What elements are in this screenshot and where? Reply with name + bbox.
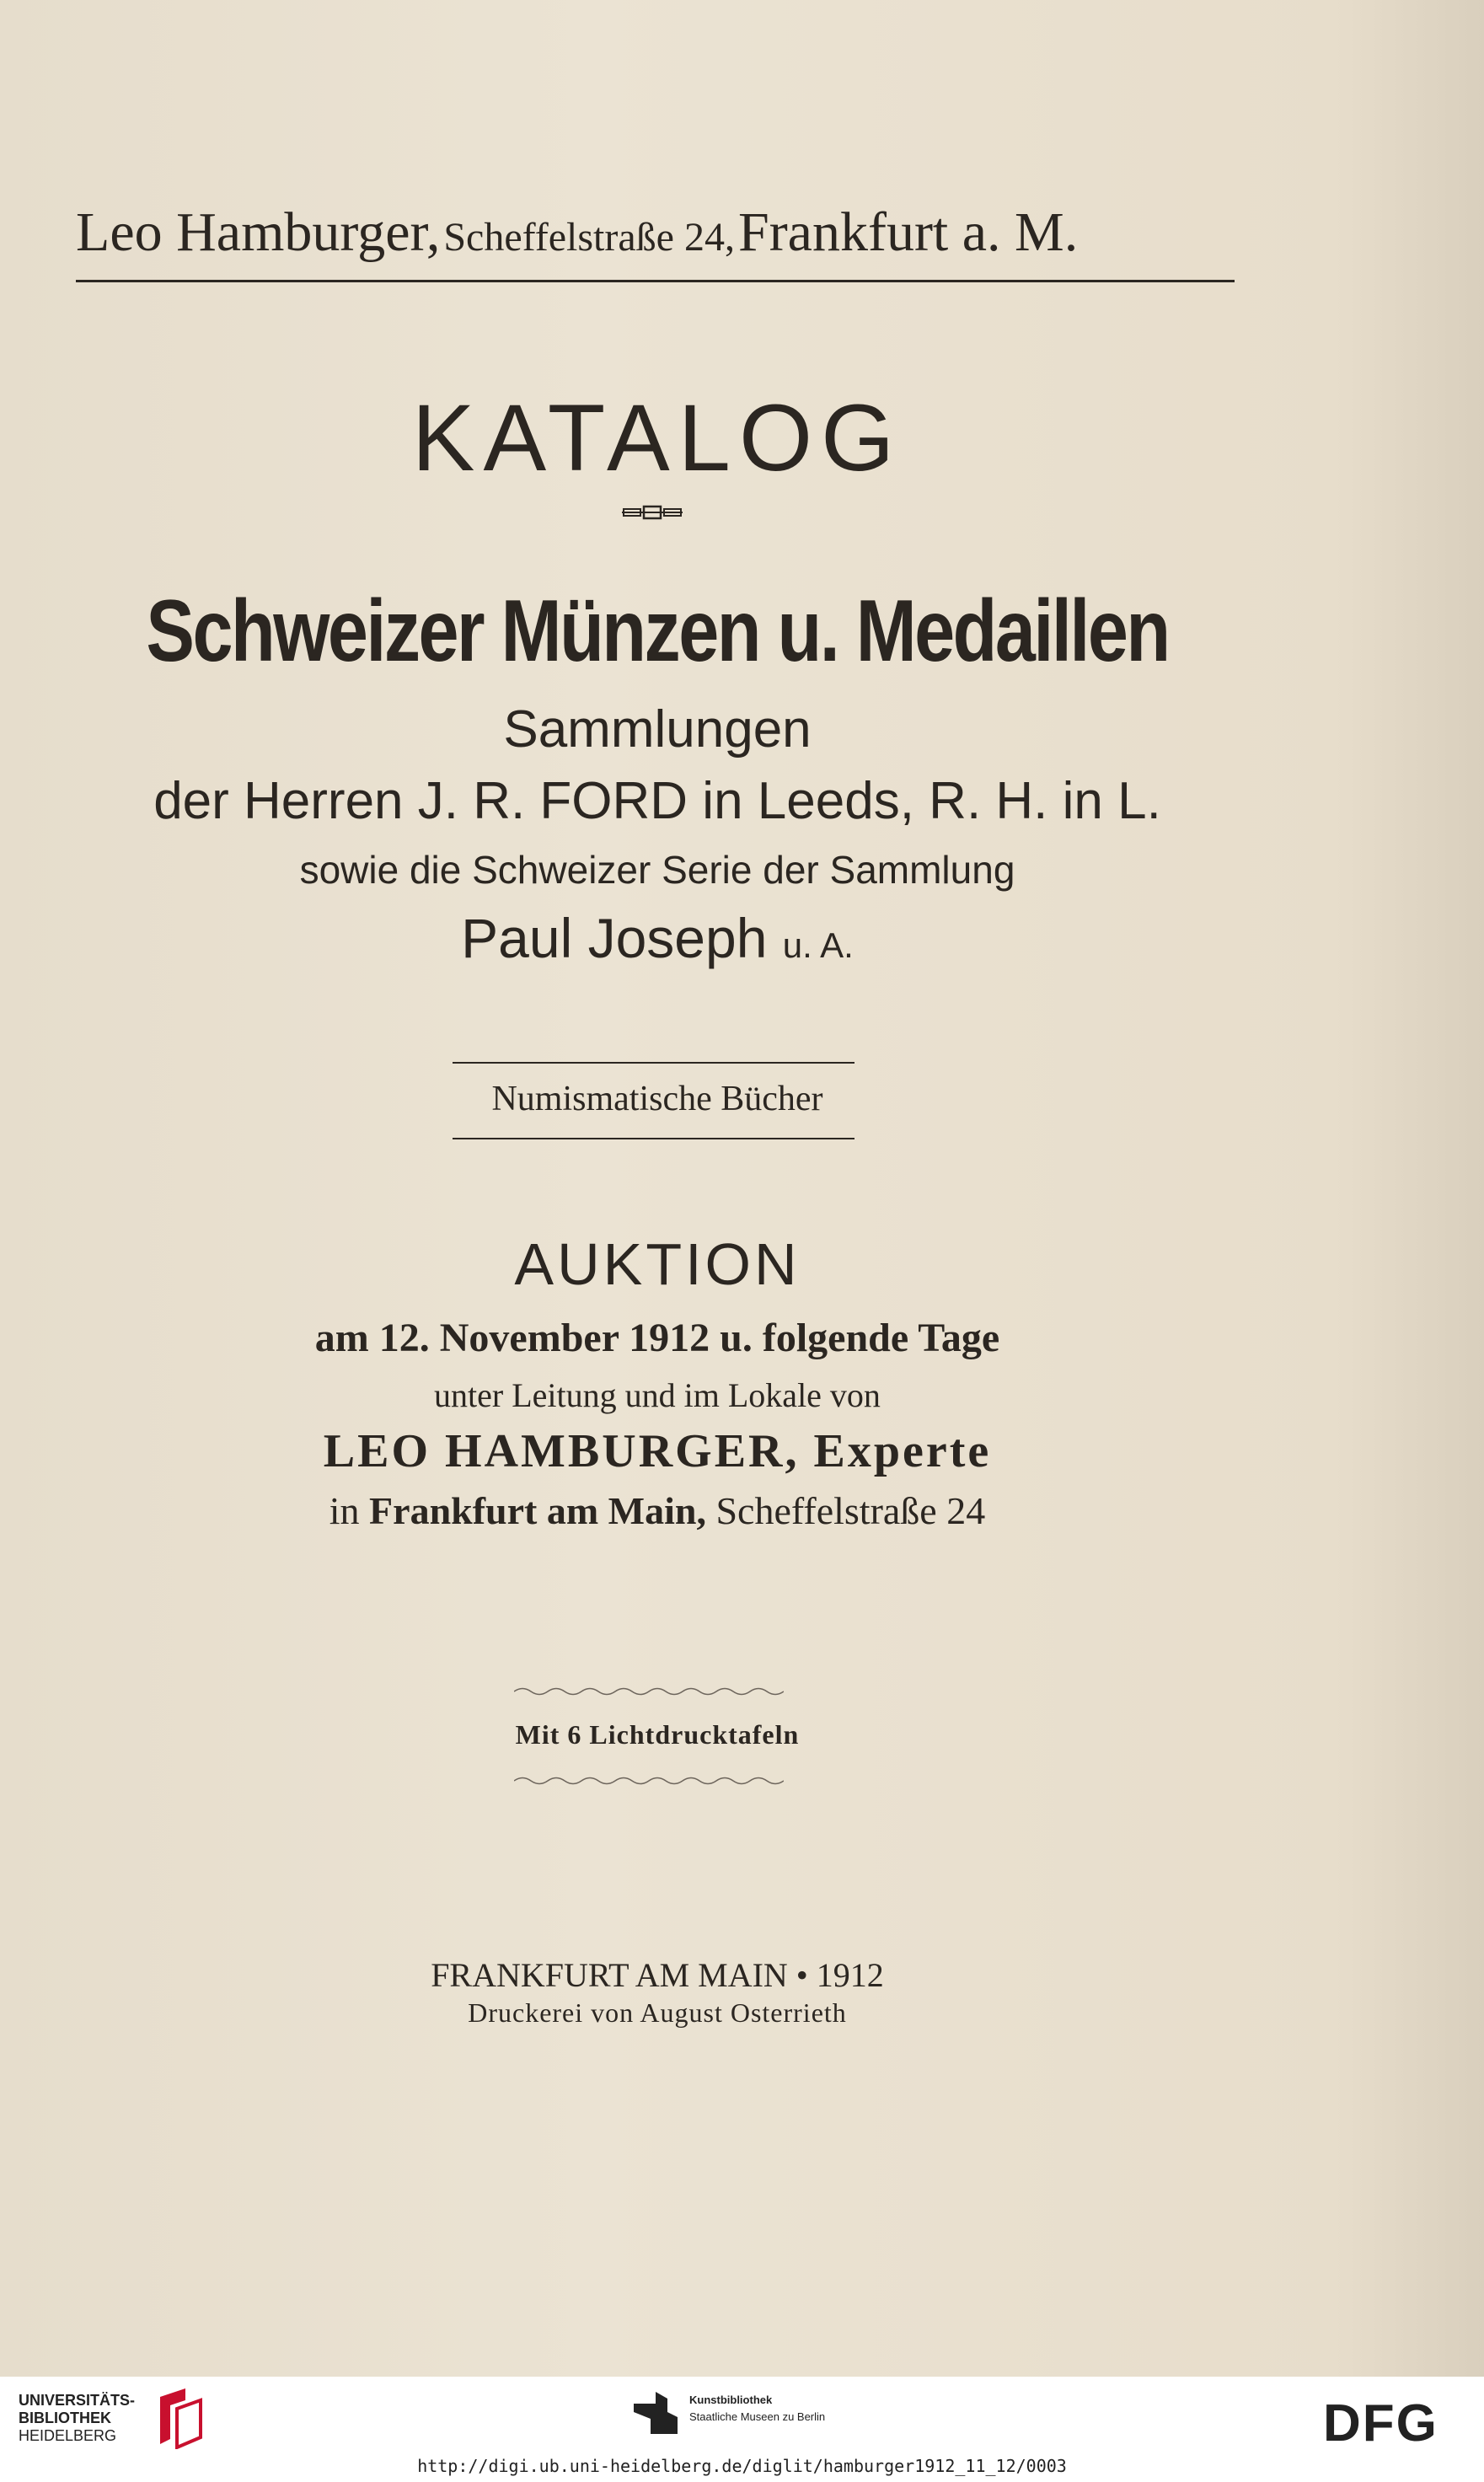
header-address bbox=[76, 201, 1078, 265]
paul-joseph-line bbox=[0, 906, 1315, 970]
auction-expert: LEO HAMBURGER, Experte bbox=[323, 1425, 992, 1477]
auction-management: unter Leitung und im Lokale von bbox=[434, 1376, 881, 1414]
kunstbibliothek-text bbox=[689, 2392, 825, 2426]
auction-address bbox=[0, 1488, 1315, 1533]
ub-heidelberg-logo bbox=[19, 2392, 135, 2445]
ub-line-3: HEIDELBERG bbox=[19, 2427, 117, 2444]
series-line: sowie die Schweizer Serie der Sammlung bbox=[299, 848, 1015, 892]
collectors-line: der Herren J. R. FORD in Leeds, R. H. in L. bbox=[153, 772, 1161, 830]
books-note: Numismatische Bücher bbox=[491, 1080, 823, 1118]
address-street: Scheffelstraße 24 bbox=[715, 1489, 986, 1532]
sammlungen-line: Sammlungen bbox=[503, 700, 812, 759]
address-in: in bbox=[329, 1489, 360, 1532]
books-rule-top bbox=[453, 1062, 855, 1064]
plates-note: Mit 6 Lichtdrucktafeln bbox=[515, 1719, 800, 1750]
kb-line-2: Staatliche Museen zu Berlin bbox=[689, 2410, 826, 2423]
header-street: Scheffelstraße 24, bbox=[443, 215, 735, 260]
source-url-link[interactable]: http://digi.ub.uni-heidelberg.de/diglit/hamburger1912_11_12/0003 bbox=[417, 2456, 1067, 2476]
ub-line-2: BIBLIOTHEK bbox=[19, 2410, 111, 2426]
ub-line-1: UNIVERSITÄTS- bbox=[19, 2392, 136, 2409]
imprint-printer: Druckerei von August Osterrieth bbox=[468, 1997, 847, 2028]
catalog-main-title: Schweizer Münzen u. Medaillen bbox=[146, 582, 1169, 680]
auction-heading: AUKTION bbox=[514, 1231, 801, 1297]
wave-ornament-top bbox=[514, 1686, 784, 1697]
dfg-logo: DFG bbox=[1323, 2394, 1438, 2453]
kunstbibliothek-logo bbox=[634, 2392, 826, 2438]
imprint-place-year: FRANKFURT AM MAIN • 1912 bbox=[431, 1956, 884, 1994]
kunstbibliothek-mark-icon bbox=[634, 2392, 678, 2434]
address-city: Frankfurt am Main, bbox=[369, 1489, 706, 1532]
header-rule bbox=[76, 280, 1235, 282]
ornament-icon bbox=[622, 504, 683, 521]
header-name: Leo Hamburger, bbox=[76, 201, 441, 263]
books-rule-bottom bbox=[453, 1138, 855, 1139]
paul-joseph-suffix: u. A. bbox=[782, 925, 854, 965]
kb-line-1: Kunstbibliothek bbox=[689, 2394, 773, 2406]
header-city: Frankfurt a. M. bbox=[737, 201, 1079, 263]
ub-logo-text bbox=[19, 2392, 135, 2445]
ub-mark-icon bbox=[152, 2388, 209, 2449]
katalog-heading: KATALOG bbox=[411, 385, 903, 491]
paul-joseph-name: Paul Joseph bbox=[461, 907, 768, 969]
auction-date: am 12. November 1912 u. folgende Tage bbox=[314, 1316, 1000, 1360]
wave-ornament-bottom bbox=[514, 1775, 784, 1787]
